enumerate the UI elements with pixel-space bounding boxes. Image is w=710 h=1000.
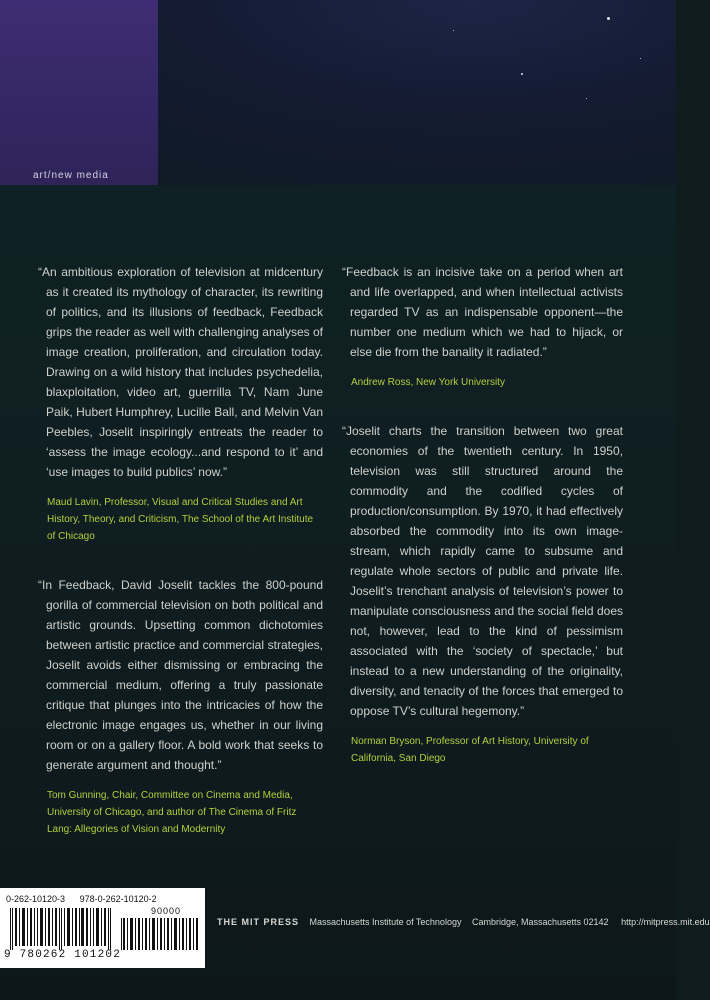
category-band (0, 0, 158, 185)
right-column (342, 262, 623, 797)
blurb-quote: “Feedback is an incisive take on a period when art and life overlapped, and when intellectual activists regarded TV as an indispensable opponent—the number one medium which we had to hijack, or else die from the banality it radiated.” (342, 265, 623, 359)
star-decoration (453, 30, 454, 31)
star-decoration (607, 17, 610, 20)
isbn-13: 978-0-262-10120-2 (79, 894, 157, 904)
left-column (38, 262, 323, 868)
category-label: art/new media (33, 170, 109, 181)
barcode-digits: 9 780262 101202 (4, 949, 122, 961)
blurb-quote: “An ambitious exploration of television at midcentury as it created its mythology of character, its rewriting of politics, and its illusions of feedback, Feedback grips the reader as well with challenging analyses of image creation, proliferation, and circulation today. Drawing on a wild history that includes psychedelia, blaxploitation, video art, guerrilla TV, Nam June Paik, Hubert Humphrey, Lucille Ball, and Melvin Van Peebles, Joselit inspiringly entreats the reader to ‘assess the image ecology...and respond to it’ and ‘use images to build publics’ now.” (38, 265, 323, 479)
blurb-attribution: Andrew Ross, New York University (351, 377, 505, 388)
star-decoration (521, 73, 523, 75)
blurb-attribution: Tom Gunning, Chair, Committee on Cinema and Media, University of Chicago, and author of The Cinema of Fritz Lang: Allegories of Vision and Modernity (47, 790, 297, 835)
isbn-10: 0-262-10120-3 (6, 894, 66, 904)
blurb-quote: “Joselit charts the transition between two great economies of the twentieth century. In 1950, television was still structured around the commodity and the codified cycles of production/consumption. By 1970, it had effectively absorbed the commodity into its own image-stream, which rapidly came to subsume and regulate whole sectors of public and private life. Joselit’s trenchant analysis of television’s power to manipulate consciousness and the social field does not, however, lead to the kind of pessimism associated with the ‘society of spectacle,’ but instead to a new understanding of the originality, diversity, and tenacity of the forces that emerged to oppose TV’s cultural hegemony.” (342, 424, 623, 718)
publisher-name: THE MIT PRESS (217, 917, 300, 927)
blurb-attribution: Maud Lavin, Professor, Visual and Critical Studies and Art History, Theory, and Criticism, The School of the Art Institute of Chicago (47, 497, 314, 542)
publisher-imprint (217, 917, 710, 927)
price-code: 90000 (151, 906, 182, 916)
publisher-institution: Massachusetts Institute of Technology (309, 917, 462, 927)
star-decoration (586, 98, 587, 99)
publisher-address: Cambridge, Massachusetts 02142 (471, 917, 609, 927)
isbn-labels (6, 894, 169, 904)
publisher-url[interactable]: http://mitpress.mit.edu (621, 917, 710, 927)
blurb-attribution: Norman Bryson, Professor of Art History, University of California, San Diego (351, 736, 589, 764)
star-decoration (640, 58, 641, 59)
blurb-quote: “In Feedback, David Joselit tackles the 800-pound gorilla of commercial television on both political and artistic grounds. Upsetting common dichotomies between artistic practice and commercial strategies, Joselit avoids either dismissing or embracing the commercial medium, offering a truly passionate critique that plunges into the intricacies of how the electronic image engages us, whether in our living room or on a gallery floor. A bold work that seeks to generate argument and thought.” (38, 578, 323, 772)
isbn-barcode (0, 888, 205, 968)
